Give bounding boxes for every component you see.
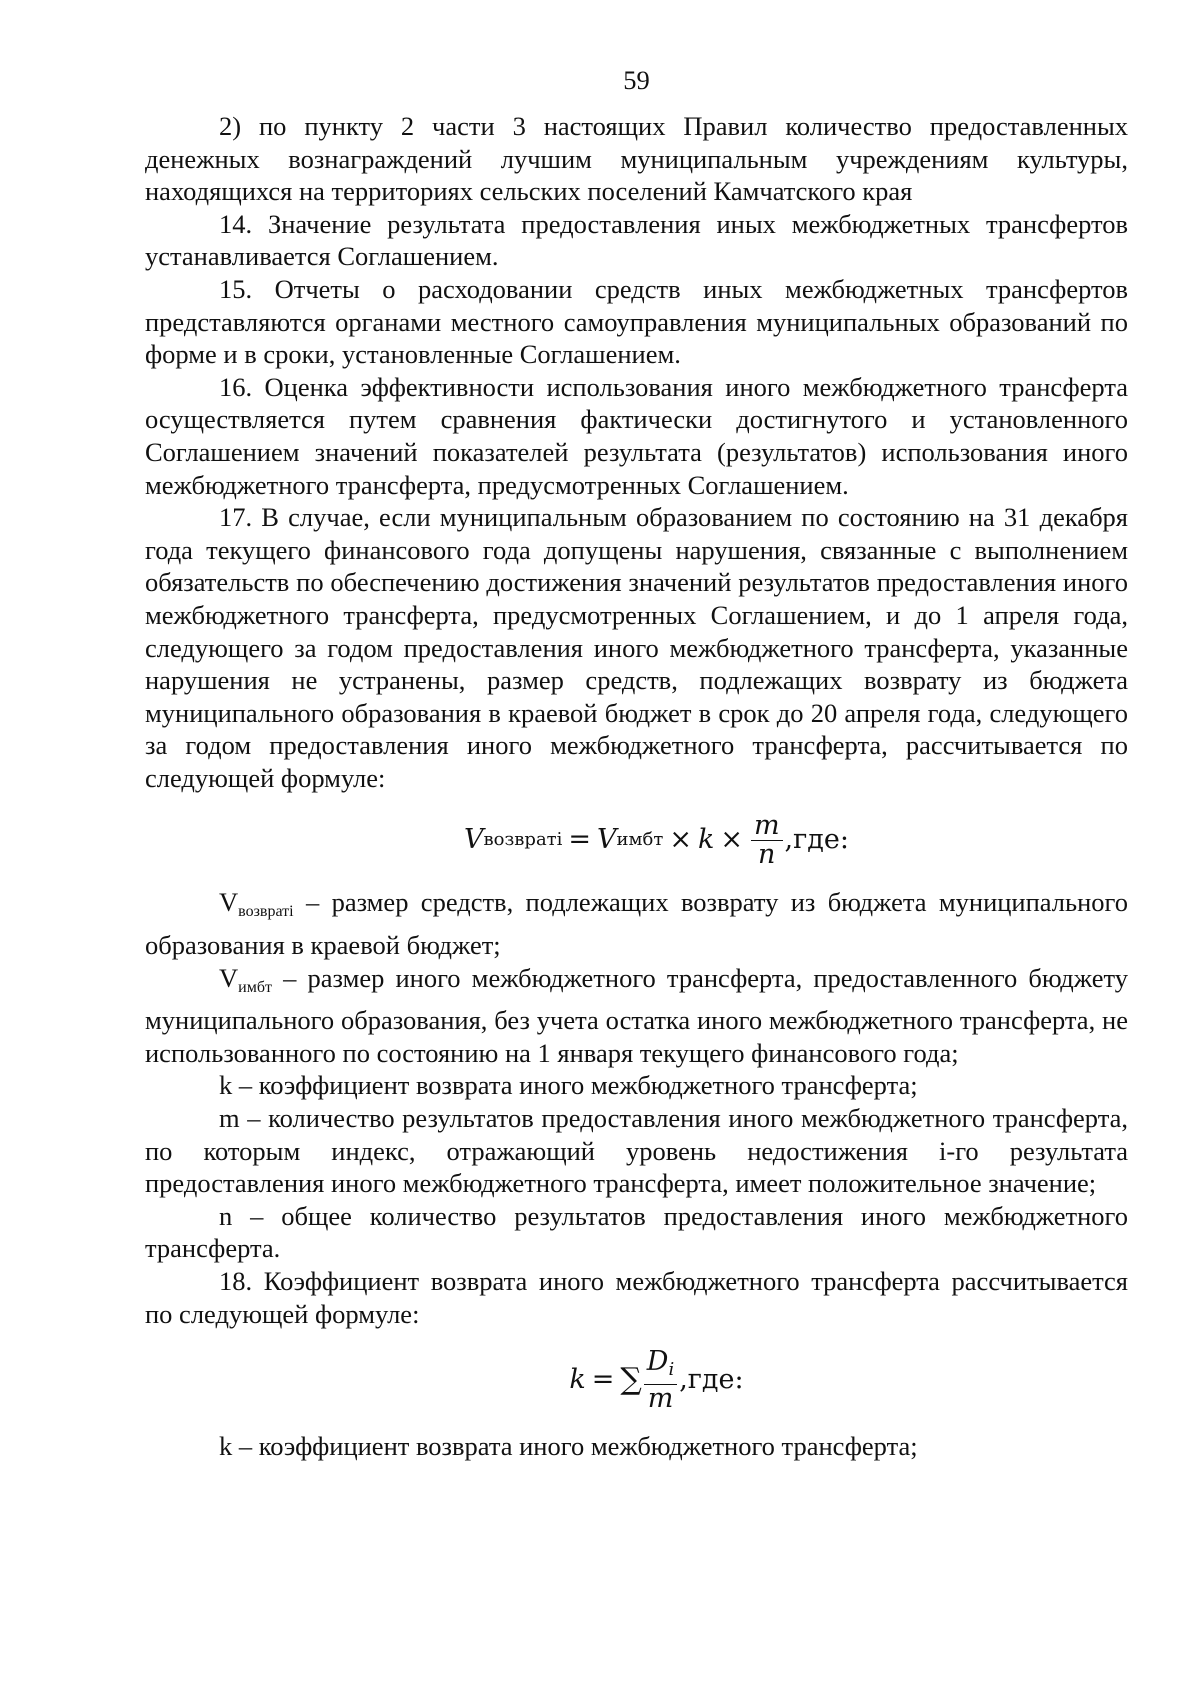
paragraph-14: 14. Значение результата предоставления иных межбюджетных трансфертов устанавливается Соглашением. — [145, 208, 1128, 272]
document-page — [145, 60, 1128, 1463]
definition-m — [145, 1102, 1128, 1200]
page-number: 59 — [623, 65, 650, 95]
sigma-symbol: ∑ — [620, 1361, 642, 1397]
formula-tail: ,где: — [784, 824, 849, 856]
formula-subscript: имбт — [616, 829, 664, 851]
formula-fraction — [644, 1345, 677, 1414]
definition-k — [145, 1069, 1128, 1102]
formula-tail: ,где: — [679, 1363, 744, 1395]
formula-var: V — [597, 824, 617, 856]
definition-text: – общее количество результатов предоставления иного межбюджетного трансферта. — [145, 1200, 1128, 1264]
fraction-numerator: m — [751, 812, 783, 841]
definition-text: – размер иного межбюджетного трансферта, предоставленного бюджету муниципального образования, без учета остатка иного межбюджетного трансферта, не использованного по состоянию на 1 января текущего финансового года; — [145, 962, 1128, 1068]
paragraph-15: 15. Отчеты о расходовании средств иных межбюджетных трансфертов представляются органами местного самоуправления муниципальных образований по форме и в сроки, установленные Соглашением. — [145, 273, 1128, 370]
definition-text: – размер средств, подлежащих возврату из бюджета муниципального образования в краевой бюджет; — [145, 887, 1128, 961]
formula-var: V — [464, 824, 484, 856]
definition-v-return — [145, 886, 1128, 961]
definition-subscript: возвратi — [238, 903, 294, 921]
paragraph-17: 17. В случае, если муниципальным образованием по состоянию на 31 декабря года текущего финансового года допущены нарушения, связанные с выполнением обязательств по обеспечению достижения значений результатов предоставления иного межбюджетного трансферта, предусмотренных Соглашением, и до 1 апреля года, следующего за годом предоставления иного межбюджетного трансферта, указанные нарушения не устранены, размер средств, подлежащих возврату из бюджета муниципального образования в краевой бюджет в срок до 20 апреля года, следующего за годом предоставления иного межбюджетного трансферта, рассчитывается по следующей формуле: — [145, 502, 1128, 793]
numerator-subscript: i — [668, 1358, 675, 1380]
definition-k-final: k – коэффициент возврата иного межбюджетного трансферта; — [219, 1431, 918, 1462]
formula-equals: = — [568, 824, 592, 856]
definition-symbol: m — [219, 1103, 240, 1134]
definition-symbol: V — [219, 887, 239, 918]
paragraph-item-2: 2) по пункту 2 части 3 настоящих Правил количество предоставленных денежных вознаграждений лучшим муниципальным учреждениям культуры, находящихся на территориях сельских поселений Камчатского края — [145, 111, 1128, 207]
definition-symbol: n — [219, 1200, 233, 1231]
paragraph-18: 18. Коэффициент возврата иного межбюджетного трансферта рассчитывается по следующей формуле: — [145, 1266, 1128, 1329]
formula-fraction — [751, 809, 783, 870]
definition-text: – коэффициент возврата иного межбюджетного трансферта; — [232, 1070, 918, 1101]
formula-var: k — [569, 1363, 586, 1395]
definition-subscript: имбт — [238, 978, 272, 996]
formula-times: × — [720, 824, 743, 856]
fraction-denominator: m — [647, 1382, 674, 1414]
formula-coefficient — [145, 1330, 1128, 1430]
fraction-numerator — [644, 1345, 677, 1385]
definition-symbol: V — [219, 962, 239, 993]
paragraph-16: 16. Оценка эффективности использования иного межбюджетного трансферта осуществляется путем сравнения фактически достигнутого и установленного Соглашением значений показателей результата (результатов) использования иного межбюджетного трансферта, предусмотренных Соглашением. — [145, 371, 1128, 500]
formula-var: k — [697, 824, 715, 856]
definition-text: – количество результатов предоставления иного межбюджетного трансферта, по которым индекс, отражающий уровень недостижения i-го результата предоставления иного межбюджетного трансферта, имеет положительное значение; — [145, 1103, 1128, 1199]
definition-v-imbt — [145, 962, 1128, 1070]
definition-symbol: k — [219, 1070, 233, 1101]
formula-return-amount — [145, 794, 1128, 886]
fraction-denominator: n — [758, 838, 776, 870]
definition-n — [145, 1200, 1128, 1265]
formula-times: × — [669, 824, 692, 856]
numerator-var: D — [646, 1345, 669, 1377]
formula-subscript: возвратi — [483, 829, 563, 851]
formula-equals: = — [591, 1363, 615, 1395]
